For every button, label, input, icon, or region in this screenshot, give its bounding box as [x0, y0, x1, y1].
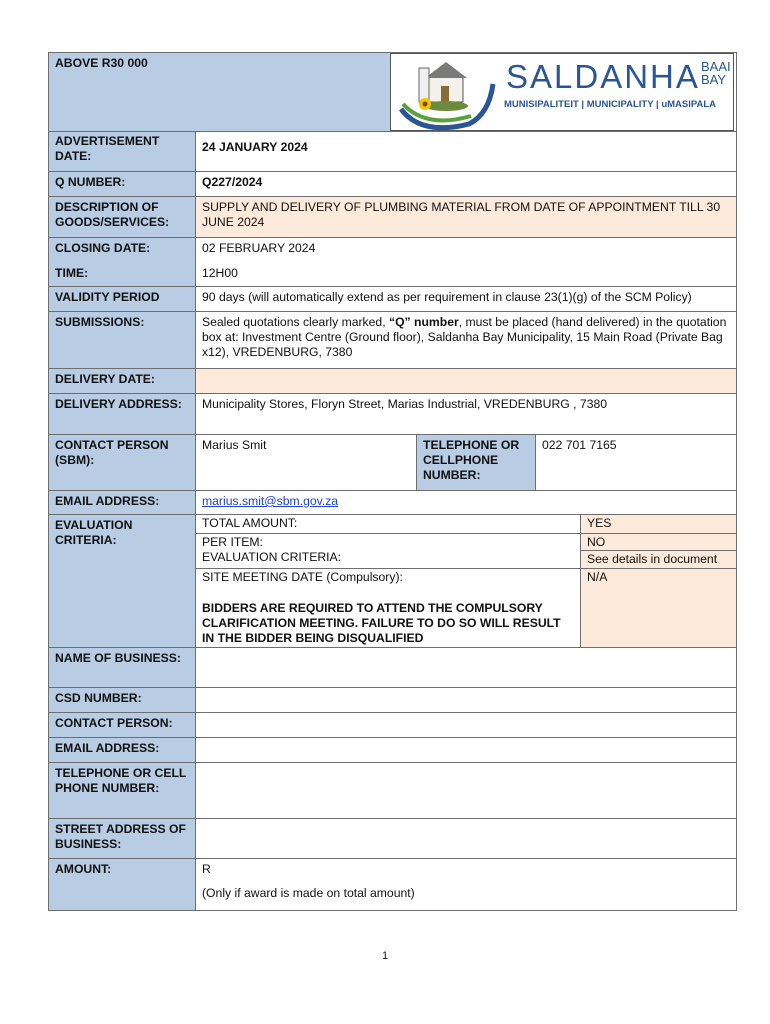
- delivery-date-label-cell: [48, 368, 196, 394]
- eval-criteria-value-cell: [580, 550, 737, 569]
- eval-total-label-cell: [195, 514, 581, 534]
- eval-item-value-cell: [580, 533, 737, 551]
- telephone-label: TELEPHONE OR CELLPHONE NUMBER:: [423, 438, 520, 482]
- amount-label: AMOUNT:: [55, 862, 112, 876]
- contact-value-cell: [195, 434, 417, 491]
- bidder-phone-field[interactable]: [195, 762, 737, 819]
- site-meeting-note: BIDDERS ARE REQUIRED TO ATTEND THE COMPULSORY CLARIFICATION MEETING. FAILURE TO DO SO WILL RESULT IN THE BIDDER BEING DISQUALIFIED: [202, 601, 561, 645]
- telephone-value-cell: [535, 434, 737, 491]
- evaluation-label: EVALUATION CRITERIA:: [55, 518, 133, 547]
- time-label: TIME:: [55, 266, 89, 280]
- closing-label-cell: [48, 237, 196, 287]
- q-number-label: Q NUMBER:: [55, 175, 126, 189]
- csd-label-cell: [48, 687, 196, 713]
- validity-value: 90 days (will automatically extend as per requirement in clause 23(1)(g) of the SCM Policy): [202, 290, 692, 304]
- logo-subtitle: MUNISIPALITEIT | MUNICIPALITY | uMASIPALA: [504, 99, 717, 110]
- email-link[interactable]: marius.smit@sbm.gov.za: [202, 494, 339, 508]
- delivery-date-label: DELIVERY DATE:: [55, 372, 155, 386]
- contact-value: Marius Smit: [202, 438, 267, 452]
- amount-label-cell: [48, 858, 196, 911]
- description-label: DESCRIPTION OF GOODS/SERVICES:: [55, 200, 170, 229]
- q-number-value: Q227/2024: [202, 175, 263, 189]
- description-label-cell: [48, 196, 196, 238]
- closing-value-cell: [195, 237, 737, 287]
- submissions-text-post: , must be placed (hand delivered) in the quotation box at: Investment Centre (Ground floor), Saldanha Bay Municipality, 15 Main Road (Private Bag x12), VREDENBURG, 7380: [202, 315, 727, 359]
- closing-date-value: 02 FEBRUARY 2024: [202, 241, 316, 255]
- email-value-cell: [195, 490, 737, 515]
- amount-field[interactable]: [195, 858, 737, 911]
- eval-criteria-value: See details in document: [587, 552, 718, 566]
- bidder-contact-label: CONTACT PERSON:: [55, 716, 173, 730]
- ad-date-value: 24 JANUARY 2024: [202, 140, 308, 154]
- submissions-label: SUBMISSIONS:: [55, 315, 145, 329]
- closing-date-label: CLOSING DATE:: [55, 241, 151, 255]
- submissions-q-number: “Q” number: [388, 315, 459, 329]
- submissions-label-cell: [48, 311, 196, 369]
- bidder-contact-label-cell: [48, 712, 196, 738]
- email-label-cell: [48, 490, 196, 515]
- eval-item-criteria-cell: [195, 533, 581, 569]
- csd-label: CSD NUMBER:: [55, 691, 142, 705]
- logo-bay-text: BAY: [701, 72, 727, 87]
- above-threshold-label: ABOVE R30 000: [55, 56, 148, 70]
- amount-note: (Only if award is made on total amount): [202, 886, 415, 900]
- street-address-field[interactable]: [195, 818, 737, 859]
- business-name-label: NAME OF BUSINESS:: [55, 651, 181, 665]
- email-label: EMAIL ADDRESS:: [55, 494, 160, 508]
- saldanha-bay-logo: [390, 53, 734, 131]
- delivery-address-value: Municipality Stores, Floryn Street, Marias Industrial, VREDENBURG , 7380: [202, 397, 608, 411]
- delivery-address-label: DELIVERY ADDRESS:: [55, 397, 182, 411]
- bidder-contact-field[interactable]: [195, 712, 737, 738]
- eval-item-value: NO: [587, 535, 606, 549]
- submissions-value-cell: [195, 311, 737, 369]
- site-meeting-label: SITE MEETING DATE (Compulsory):: [202, 570, 403, 584]
- ad-date-label: ADVERTISEMENT DATE:: [55, 134, 160, 163]
- time-value: 12H00: [202, 266, 238, 280]
- validity-label: VALIDITY PERIOD: [55, 290, 160, 304]
- evaluation-label-cell: [48, 514, 196, 648]
- street-label-cell: [48, 818, 196, 859]
- contact-label: CONTACT PERSON (SBM):: [55, 438, 169, 467]
- page-number: 1: [381, 950, 389, 962]
- contact-label-cell: [48, 434, 196, 491]
- delivery-address-label-cell: [48, 393, 196, 435]
- logo-baai-bay: [701, 60, 731, 86]
- municipality-emblem-icon: [391, 54, 503, 131]
- bidder-email-label-cell: [48, 737, 196, 763]
- delivery-date-value-cell: [195, 368, 737, 394]
- site-meeting-cell: [195, 568, 581, 648]
- site-meeting-value: N/A: [587, 570, 608, 584]
- validity-value-cell: [195, 286, 737, 312]
- q-number-value-cell: [195, 171, 737, 197]
- logo-wordmark: SALDANHA: [506, 58, 700, 95]
- eval-criteria-label: EVALUATION CRITERIA:: [202, 550, 342, 564]
- delivery-address-value-cell: [195, 393, 737, 435]
- telephone-label-cell: [416, 434, 536, 491]
- amount-currency: R: [202, 862, 211, 876]
- telephone-value: 022 701 7165: [542, 438, 617, 452]
- ad-date-value-cell: [195, 131, 737, 172]
- submissions-text-pre: Sealed quotations clearly marked,: [202, 315, 389, 329]
- business-name-label-cell: [48, 647, 196, 688]
- csd-number-field[interactable]: [195, 687, 737, 713]
- bidder-email-field[interactable]: [195, 737, 737, 763]
- bidder-phone-label-cell: [48, 762, 196, 819]
- eval-total-value: YES: [587, 516, 612, 530]
- street-label: STREET ADDRESS OF BUSINESS:: [55, 822, 186, 851]
- validity-label-cell: [48, 286, 196, 312]
- description-value: SUPPLY AND DELIVERY OF PLUMBING MATERIAL FROM DATE OF APPOINTMENT TILL 30 JUNE 2024: [202, 200, 721, 229]
- description-value-cell: [195, 196, 737, 238]
- bidder-phone-label: TELEPHONE OR CELL PHONE NUMBER:: [55, 766, 187, 795]
- logo-baai-text: BAAI: [701, 59, 731, 74]
- eval-total-value-cell: [580, 514, 737, 534]
- above-threshold-cell: [48, 52, 391, 132]
- eval-total-label: TOTAL AMOUNT:: [202, 516, 298, 530]
- business-name-field[interactable]: [195, 647, 737, 688]
- ad-date-label-cell: [48, 131, 196, 172]
- eval-item-label: PER ITEM:: [202, 535, 263, 549]
- bidder-email-label: EMAIL ADDRESS:: [55, 741, 160, 755]
- q-number-label-cell: [48, 171, 196, 197]
- site-meeting-value-cell: [580, 568, 737, 648]
